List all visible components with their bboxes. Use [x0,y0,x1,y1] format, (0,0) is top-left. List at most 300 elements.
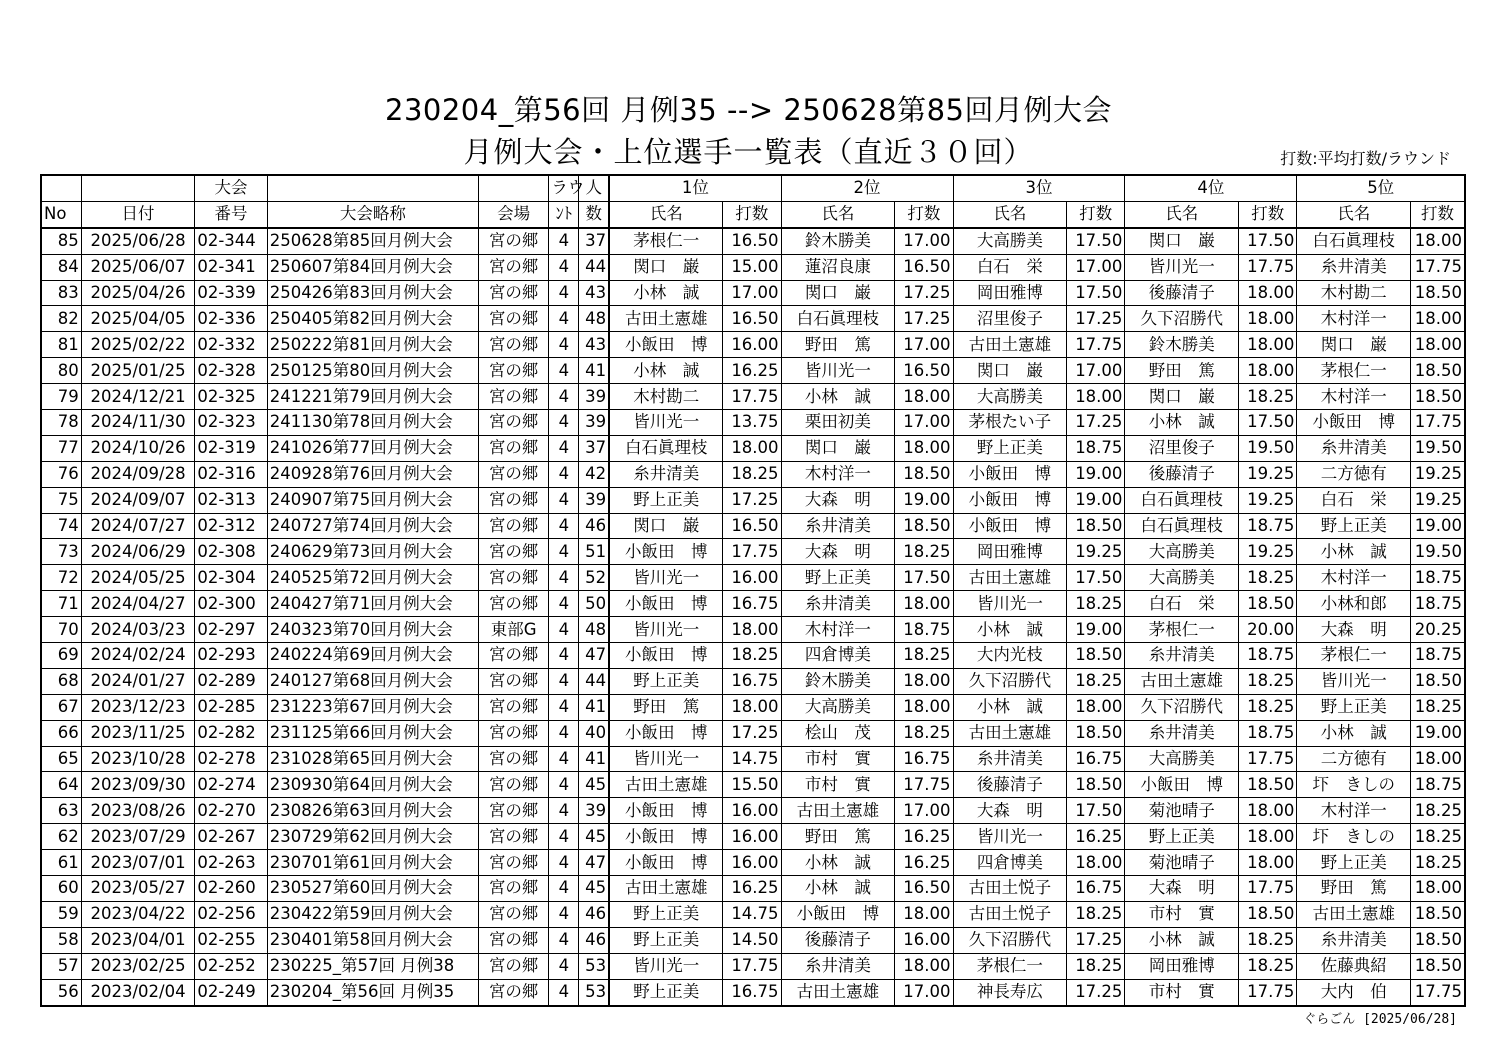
cell-name-4: 大森 明 [1125,876,1239,902]
cell-name-3: 久下沼勝代 [953,927,1067,953]
header-blank [267,175,478,201]
cell-no: 56 [41,979,81,1005]
cell-date: 2024/09/28 [81,461,195,487]
cell-ninzu: 44 [579,668,609,694]
cell-round: 4 [549,435,579,461]
cell-name-5: 白石眞理枝 [1297,228,1411,254]
cell-score-3: 18.00 [1067,694,1125,720]
cell-kaijo: 宮の郷 [478,461,548,487]
cell-name-1: 古田土憲雄 [609,306,723,332]
cell-score-1: 16.00 [723,332,781,358]
cell-score-3: 18.00 [1067,850,1125,876]
cell-ninzu: 52 [579,565,609,591]
header-round-top: ラウ [549,175,579,201]
cell-name-2: 後藤清子 [781,927,895,953]
cell-score-5: 17.75 [1411,254,1466,280]
cell-score-5: 17.75 [1411,410,1466,436]
cell-name-1: 小飯田 博 [609,824,723,850]
cell-score-4: 18.75 [1239,643,1297,669]
cell-date: 2023/07/01 [81,850,195,876]
cell-date: 2024/04/27 [81,591,195,617]
table-row [41,435,1465,461]
cell-score-4: 20.00 [1239,617,1297,643]
cell-name-3: 茅根たい子 [953,410,1067,436]
cell-score-4: 19.25 [1239,461,1297,487]
cell-score-5: 17.75 [1411,979,1466,1005]
header-name: 氏名 [609,201,723,227]
cell-score-3: 19.00 [1067,461,1125,487]
cell-ryakusho: 231223第67回月例大会 [267,694,478,720]
cell-score-2: 18.00 [895,953,953,979]
cell-ryakusho: 230204_第56回 月例35 [267,979,478,1005]
table-row [41,539,1465,565]
header-row-2 [41,201,1465,227]
cell-score-4: 19.25 [1239,487,1297,513]
cell-name-5: 木村洋一 [1297,306,1411,332]
cell-score-5: 18.50 [1411,280,1466,306]
cell-name-2: 大森 明 [781,539,895,565]
cell-ryakusho: 250222第81回月例大会 [267,332,478,358]
cell-name-4: 沼里俊子 [1125,435,1239,461]
cell-ninzu: 42 [579,461,609,487]
cell-name-3: 岡田雅博 [953,280,1067,306]
cell-score-2: 18.75 [895,617,953,643]
cell-ninzu: 39 [579,487,609,513]
cell-name-4: 菊池晴子 [1125,850,1239,876]
cell-ryakusho: 230225_第57回 月例38 [267,953,478,979]
cell-date: 2023/07/29 [81,824,195,850]
cell-ninzu: 46 [579,513,609,539]
cell-no: 57 [41,953,81,979]
cell-date: 2024/02/24 [81,643,195,669]
cell-ryakusho: 240127第68回月例大会 [267,668,478,694]
cell-ryakusho: 240629第73回月例大会 [267,539,478,565]
cell-kaijo: 宮の郷 [478,694,548,720]
cell-score-3: 18.75 [1067,435,1125,461]
cell-round: 4 [549,280,579,306]
cell-kaijo: 宮の郷 [478,435,548,461]
header-score: 打数 [1411,201,1466,227]
cell-name-3: 皆川光一 [953,591,1067,617]
cell-name-2: 古田土憲雄 [781,798,895,824]
cell-ninzu: 45 [579,824,609,850]
cell-ninzu: 53 [579,953,609,979]
cell-ryakusho: 240928第76回月例大会 [267,461,478,487]
cell-name-2: 古田土憲雄 [781,979,895,1005]
cell-score-4: 18.50 [1239,901,1297,927]
cell-no: 63 [41,798,81,824]
cell-score-2: 17.00 [895,410,953,436]
cell-name-5: 野上正美 [1297,513,1411,539]
cell-name-3: 小飯田 博 [953,487,1067,513]
cell-bango: 02-274 [195,772,267,798]
cell-ryakusho: 250125第80回月例大会 [267,358,478,384]
cell-date: 2024/03/23 [81,617,195,643]
cell-score-5: 19.50 [1411,539,1466,565]
table-row [41,772,1465,798]
cell-score-2: 18.00 [895,668,953,694]
cell-score-4: 18.00 [1239,798,1297,824]
cell-name-1: 小飯田 博 [609,798,723,824]
cell-name-4: 白石眞理枝 [1125,487,1239,513]
cell-name-1: 小飯田 博 [609,591,723,617]
page-subtitle: 月例大会・上位選手一覧表（直近３０回） [463,135,1034,169]
cell-score-5: 18.75 [1411,772,1466,798]
cell-score-4: 18.25 [1239,694,1297,720]
cell-bango: 02-297 [195,617,267,643]
cell-score-1: 16.00 [723,565,781,591]
cell-score-1: 18.25 [723,461,781,487]
cell-name-5: 野上正美 [1297,850,1411,876]
cell-bango: 02-328 [195,358,267,384]
cell-bango: 02-270 [195,798,267,824]
cell-score-1: 16.75 [723,979,781,1005]
cell-name-2: 鈴木勝美 [781,228,895,254]
cell-name-4: 小林 誠 [1125,410,1239,436]
cell-ryakusho: 230930第64回月例大会 [267,772,478,798]
cell-bango: 02-339 [195,280,267,306]
score-legend: 打数:平均打数/ラウンド [1280,149,1451,168]
cell-date: 2024/12/21 [81,384,195,410]
cell-score-1: 18.25 [723,643,781,669]
cell-name-1: 皆川光一 [609,746,723,772]
cell-ryakusho: 230401第58回月例大会 [267,927,478,953]
cell-name-5: 大内 伯 [1297,979,1411,1005]
cell-ryakusho: 250628第85回月例大会 [267,228,478,254]
header-place-3: 3位 [953,175,1125,201]
cell-score-2: 17.00 [895,332,953,358]
cell-name-4: 関口 巌 [1125,384,1239,410]
cell-round: 4 [549,410,579,436]
cell-score-5: 19.25 [1411,487,1466,513]
cell-ninzu: 45 [579,876,609,902]
cell-name-3: 大森 明 [953,798,1067,824]
cell-ninzu: 41 [579,694,609,720]
cell-name-5: 野田 篤 [1297,876,1411,902]
cell-ryakusho: 240427第71回月例大会 [267,591,478,617]
cell-no: 66 [41,720,81,746]
cell-name-1: 糸井清美 [609,461,723,487]
cell-score-2: 18.25 [895,643,953,669]
cell-score-5: 18.00 [1411,228,1466,254]
cell-score-3: 18.50 [1067,720,1125,746]
cell-name-4: 市村 實 [1125,979,1239,1005]
header-blank [478,175,548,201]
cell-name-5: 小飯田 博 [1297,410,1411,436]
cell-date: 2025/04/26 [81,280,195,306]
cell-round: 4 [549,824,579,850]
cell-name-5: 白石 栄 [1297,487,1411,513]
table-row [41,228,1465,254]
cell-name-2: 市村 實 [781,746,895,772]
cell-kaijo: 宮の郷 [478,332,548,358]
cell-name-2: 市村 實 [781,772,895,798]
cell-score-4: 18.25 [1239,668,1297,694]
cell-ninzu: 43 [579,332,609,358]
header-ryakusho: 大会略称 [267,201,478,227]
cell-ninzu: 50 [579,591,609,617]
cell-score-4: 19.25 [1239,539,1297,565]
cell-date: 2024/01/27 [81,668,195,694]
cell-score-5: 18.50 [1411,668,1466,694]
cell-bango: 02-300 [195,591,267,617]
cell-score-4: 18.50 [1239,591,1297,617]
cell-score-2: 16.25 [895,824,953,850]
cell-kaijo: 宮の郷 [478,927,548,953]
table-row [41,332,1465,358]
cell-kaijo: 宮の郷 [478,979,548,1005]
cell-round: 4 [549,539,579,565]
cell-name-5: 小林 誠 [1297,720,1411,746]
cell-score-5: 18.50 [1411,358,1466,384]
cell-date: 2024/06/29 [81,539,195,565]
cell-score-3: 16.75 [1067,876,1125,902]
cell-round: 4 [549,953,579,979]
cell-score-3: 16.25 [1067,824,1125,850]
cell-bango: 02-278 [195,746,267,772]
cell-kaijo: 宮の郷 [478,643,548,669]
cell-name-4: 皆川光一 [1125,254,1239,280]
cell-kaijo: 宮の郷 [478,565,548,591]
cell-score-4: 18.00 [1239,850,1297,876]
cell-name-4: 小林 誠 [1125,927,1239,953]
cell-name-2: 野田 篤 [781,332,895,358]
cell-bango: 02-249 [195,979,267,1005]
cell-ninzu: 53 [579,979,609,1005]
cell-name-4: 野上正美 [1125,824,1239,850]
header-kaijo: 会場 [478,201,548,227]
cell-kaijo: 宮の郷 [478,280,548,306]
cell-score-4: 18.00 [1239,358,1297,384]
header-place-5: 5位 [1297,175,1465,201]
cell-score-5: 18.25 [1411,798,1466,824]
cell-date: 2024/07/27 [81,513,195,539]
cell-round: 4 [549,746,579,772]
cell-kaijo: 宮の郷 [478,591,548,617]
cell-name-3: 小飯田 博 [953,461,1067,487]
cell-score-1: 16.75 [723,668,781,694]
cell-name-2: 関口 巌 [781,280,895,306]
cell-ryakusho: 241026第77回月例大会 [267,435,478,461]
cell-kaijo: 宮の郷 [478,798,548,824]
cell-ninzu: 39 [579,798,609,824]
cell-ryakusho: 240907第75回月例大会 [267,487,478,513]
cell-round: 4 [549,901,579,927]
cell-score-3: 18.25 [1067,901,1125,927]
cell-name-4: 白石眞理枝 [1125,513,1239,539]
cell-score-3: 16.75 [1067,746,1125,772]
cell-score-1: 16.50 [723,513,781,539]
table-row [41,798,1465,824]
header-no: No [41,201,81,227]
cell-bango: 02-267 [195,824,267,850]
cell-name-5: 木村勘二 [1297,280,1411,306]
cell-name-1: 白石眞理枝 [609,435,723,461]
cell-name-1: 関口 巌 [609,513,723,539]
cell-score-4: 18.00 [1239,824,1297,850]
cell-round: 4 [549,850,579,876]
cell-no: 76 [41,461,81,487]
table-row [41,953,1465,979]
table-header [41,175,1465,228]
cell-name-5: 野上正美 [1297,694,1411,720]
cell-score-5: 20.25 [1411,617,1466,643]
cell-ryakusho: 240525第72回月例大会 [267,565,478,591]
cell-score-5: 19.25 [1411,461,1466,487]
cell-round: 4 [549,384,579,410]
cell-name-5: 二方徳有 [1297,746,1411,772]
cell-name-5: 木村洋一 [1297,798,1411,824]
cell-score-4: 18.00 [1239,280,1297,306]
header-score: 打数 [895,201,953,227]
cell-kaijo: 宮の郷 [478,384,548,410]
header-round-bottom: ﾝﾄ [549,201,579,227]
header-date: 日付 [81,201,195,227]
cell-kaijo: 宮の郷 [478,358,548,384]
cell-ninzu: 39 [579,410,609,436]
cell-name-3: 沼里俊子 [953,306,1067,332]
cell-ninzu: 37 [579,435,609,461]
cell-kaijo: 宮の郷 [478,876,548,902]
cell-kaijo: 宮の郷 [478,513,548,539]
cell-score-2: 18.50 [895,513,953,539]
cell-no: 83 [41,280,81,306]
cell-name-4: 大高勝美 [1125,565,1239,591]
header-place-1: 1位 [609,175,781,201]
cell-score-1: 17.75 [723,539,781,565]
cell-score-3: 19.00 [1067,487,1125,513]
cell-name-1: 野上正美 [609,668,723,694]
cell-kaijo: 東部G [478,617,548,643]
cell-kaijo: 宮の郷 [478,720,548,746]
table-row [41,617,1465,643]
table-row [41,461,1465,487]
cell-round: 4 [549,332,579,358]
cell-name-1: 小飯田 博 [609,850,723,876]
cell-name-2: 木村洋一 [781,617,895,643]
cell-score-5: 18.00 [1411,876,1466,902]
cell-round: 4 [549,694,579,720]
cell-score-3: 17.00 [1067,358,1125,384]
cell-ryakusho: 230701第61回月例大会 [267,850,478,876]
cell-score-1: 18.00 [723,435,781,461]
cell-score-4: 18.25 [1239,953,1297,979]
cell-ninzu: 41 [579,746,609,772]
cell-ryakusho: 240224第69回月例大会 [267,643,478,669]
table-row [41,513,1465,539]
cell-ryakusho: 250405第82回月例大会 [267,306,478,332]
cell-kaijo: 宮の郷 [478,668,548,694]
cell-date: 2023/11/25 [81,720,195,746]
cell-kaijo: 宮の郷 [478,772,548,798]
cell-name-2: 大森 明 [781,487,895,513]
cell-name-1: 小飯田 博 [609,539,723,565]
cell-name-1: 小飯田 博 [609,332,723,358]
cell-name-1: 茅根仁一 [609,228,723,254]
cell-name-1: 皆川光一 [609,565,723,591]
cell-date: 2023/04/22 [81,901,195,927]
header-score: 打数 [1067,201,1125,227]
cell-name-3: 久下沼勝代 [953,668,1067,694]
cell-round: 4 [549,772,579,798]
cell-score-4: 17.75 [1239,979,1297,1005]
header-name: 氏名 [1297,201,1411,227]
cell-date: 2023/04/01 [81,927,195,953]
cell-kaijo: 宮の郷 [478,850,548,876]
cell-name-5: 茅根仁一 [1297,643,1411,669]
cell-score-2: 17.00 [895,798,953,824]
cell-ninzu: 43 [579,280,609,306]
cell-score-2: 17.25 [895,280,953,306]
cell-no: 61 [41,850,81,876]
cell-score-3: 18.25 [1067,668,1125,694]
cell-score-3: 17.50 [1067,228,1125,254]
cell-ninzu: 44 [579,254,609,280]
cell-score-4: 18.25 [1239,565,1297,591]
cell-score-1: 14.75 [723,746,781,772]
cell-name-4: 関口 巌 [1125,228,1239,254]
cell-name-5: 木村洋一 [1297,565,1411,591]
cell-name-1: 皆川光一 [609,410,723,436]
cell-score-1: 17.25 [723,720,781,746]
cell-name-4: 大高勝美 [1125,539,1239,565]
table-row [41,824,1465,850]
cell-name-5: 圷 きしの [1297,772,1411,798]
cell-score-5: 19.00 [1411,720,1466,746]
cell-name-5: 小林和郎 [1297,591,1411,617]
cell-name-2: 皆川光一 [781,358,895,384]
cell-bango: 02-256 [195,901,267,927]
cell-name-2: 大高勝美 [781,694,895,720]
cell-name-1: 古田土憲雄 [609,772,723,798]
cell-kaijo: 宮の郷 [478,901,548,927]
cell-no: 69 [41,643,81,669]
cell-score-4: 18.25 [1239,384,1297,410]
cell-score-5: 18.50 [1411,927,1466,953]
cell-name-1: 野上正美 [609,979,723,1005]
cell-name-2: 野田 篤 [781,824,895,850]
cell-score-1: 16.50 [723,228,781,254]
cell-name-1: 木村勘二 [609,384,723,410]
cell-name-3: 大高勝美 [953,228,1067,254]
cell-bango: 02-260 [195,876,267,902]
cell-score-4: 17.75 [1239,254,1297,280]
cell-no: 75 [41,487,81,513]
cell-date: 2024/05/25 [81,565,195,591]
cell-ryakusho: 231125第66回月例大会 [267,720,478,746]
header-place-2: 2位 [781,175,953,201]
cell-name-3: 糸井清美 [953,746,1067,772]
cell-round: 4 [549,591,579,617]
cell-bango: 02-344 [195,228,267,254]
cell-round: 4 [549,228,579,254]
cell-kaijo: 宮の郷 [478,306,548,332]
cell-name-3: 小林 誠 [953,694,1067,720]
cell-name-3: 神長寿広 [953,979,1067,1005]
cell-score-1: 14.50 [723,927,781,953]
cell-name-2: 糸井清美 [781,513,895,539]
cell-name-3: 関口 巌 [953,358,1067,384]
cell-name-2: 関口 巌 [781,435,895,461]
cell-score-3: 18.00 [1067,384,1125,410]
footer-credit: ぐらごん [2025/06/28] [1303,1012,1457,1027]
cell-name-2: 蓮沼良康 [781,254,895,280]
cell-score-1: 16.25 [723,358,781,384]
cell-name-5: 大森 明 [1297,617,1411,643]
cell-name-5: 糸井清美 [1297,435,1411,461]
cell-name-5: 関口 巌 [1297,332,1411,358]
cell-score-2: 16.50 [895,876,953,902]
